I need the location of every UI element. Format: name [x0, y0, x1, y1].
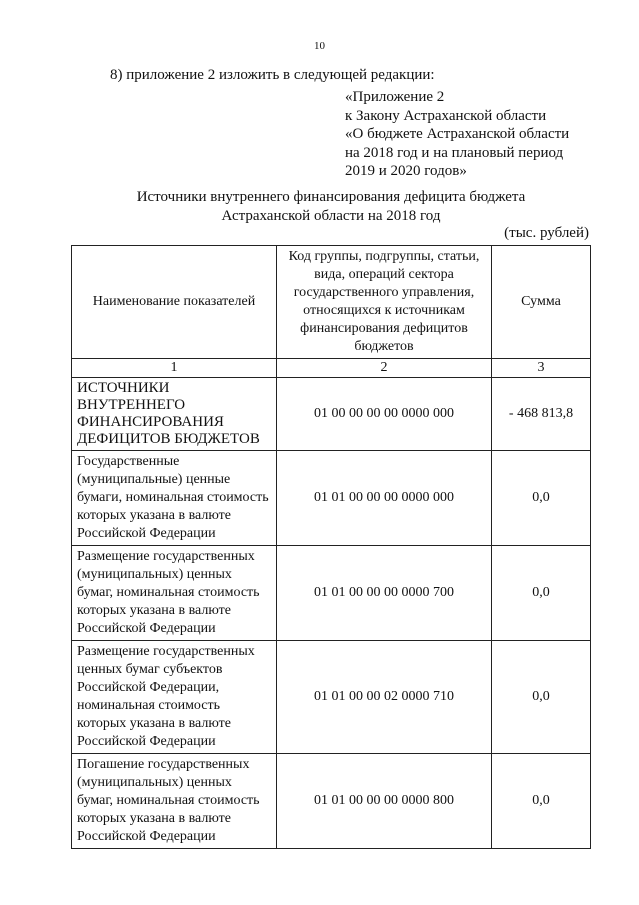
appendix-line: к Закону Астраханской области: [345, 107, 547, 124]
table-row: [72, 451, 591, 546]
table-row: [72, 641, 591, 754]
appendix-line: 2019 и 2020 годов»: [345, 163, 467, 179]
appendix-line: «О бюджете Астраханской области: [345, 126, 570, 142]
title-line: Источники внутреннего финансирования дефицита бюджета: [136, 189, 526, 205]
header-amount: Сумма: [492, 246, 591, 359]
row-code: 01 01 00 00 00 0000 700: [277, 546, 492, 641]
row-amount: 0,0: [492, 546, 591, 641]
row-name: Погашение государственных (муниципальных) ценных бумаг, номинальная стоимость которых указана в валюте Российской Федерации: [72, 754, 277, 849]
row-code: 01 01 00 00 00 0000 000: [277, 451, 492, 546]
header-code: Код группы, подгруппы, статьи, вида, операций сектора государственного управления, относящихся к источникам финансирования дефицитов бюджетов: [277, 246, 492, 359]
appendix-line: «Приложение 2: [345, 89, 445, 105]
appendix-line: на 2018 год и на плановый период: [345, 144, 564, 161]
column-number: 2: [277, 359, 492, 378]
column-number: 1: [72, 359, 277, 378]
row-name: ИСТОЧНИКИ ВНУТРЕННЕГО ФИНАНСИРОВАНИЯ ДЕФИЦИТОВ БЮДЖЕТОВ: [72, 378, 277, 451]
row-code: 01 00 00 00 00 0000 000: [277, 378, 492, 451]
header-name: Наименование показателей: [72, 246, 277, 359]
row-name: Государственные (муниципальные) ценные бумаги, номинальная стоимость которых указана в валюте Российской Федерации: [72, 451, 277, 546]
row-amount: 0,0: [492, 641, 591, 754]
row-code: 01 01 00 00 02 0000 710: [277, 641, 492, 754]
row-amount: - 468 813,8: [492, 378, 591, 451]
title-line: Астраханской области на 2018 год: [221, 207, 441, 224]
document-title: [0, 188, 639, 225]
page-number: 10: [314, 40, 325, 52]
units-label: (тыс. рублей): [504, 225, 589, 241]
financing-sources-table: [71, 245, 591, 849]
table-row: [72, 378, 591, 451]
table-row: [72, 546, 591, 641]
amendment-intro: 8) приложение 2 изложить в следующей редакции:: [110, 67, 435, 83]
column-number-row: [72, 359, 591, 378]
row-amount: 0,0: [492, 754, 591, 849]
row-amount: 0,0: [492, 451, 591, 546]
table-header-row: [72, 246, 591, 359]
appendix-reference: [345, 88, 569, 181]
row-name: Размещение государственных ценных бумаг субъектов Российской Федерации, номинальная стоимость которых указана в валюте Российской Федерации: [72, 641, 277, 754]
table-row: [72, 754, 591, 849]
row-code: 01 01 00 00 00 0000 800: [277, 754, 492, 849]
column-number: 3: [492, 359, 591, 378]
row-name: Размещение государственных (муниципальных) ценных бумаг, номинальная стоимость которых указана в валюте Российской Федерации: [72, 546, 277, 641]
